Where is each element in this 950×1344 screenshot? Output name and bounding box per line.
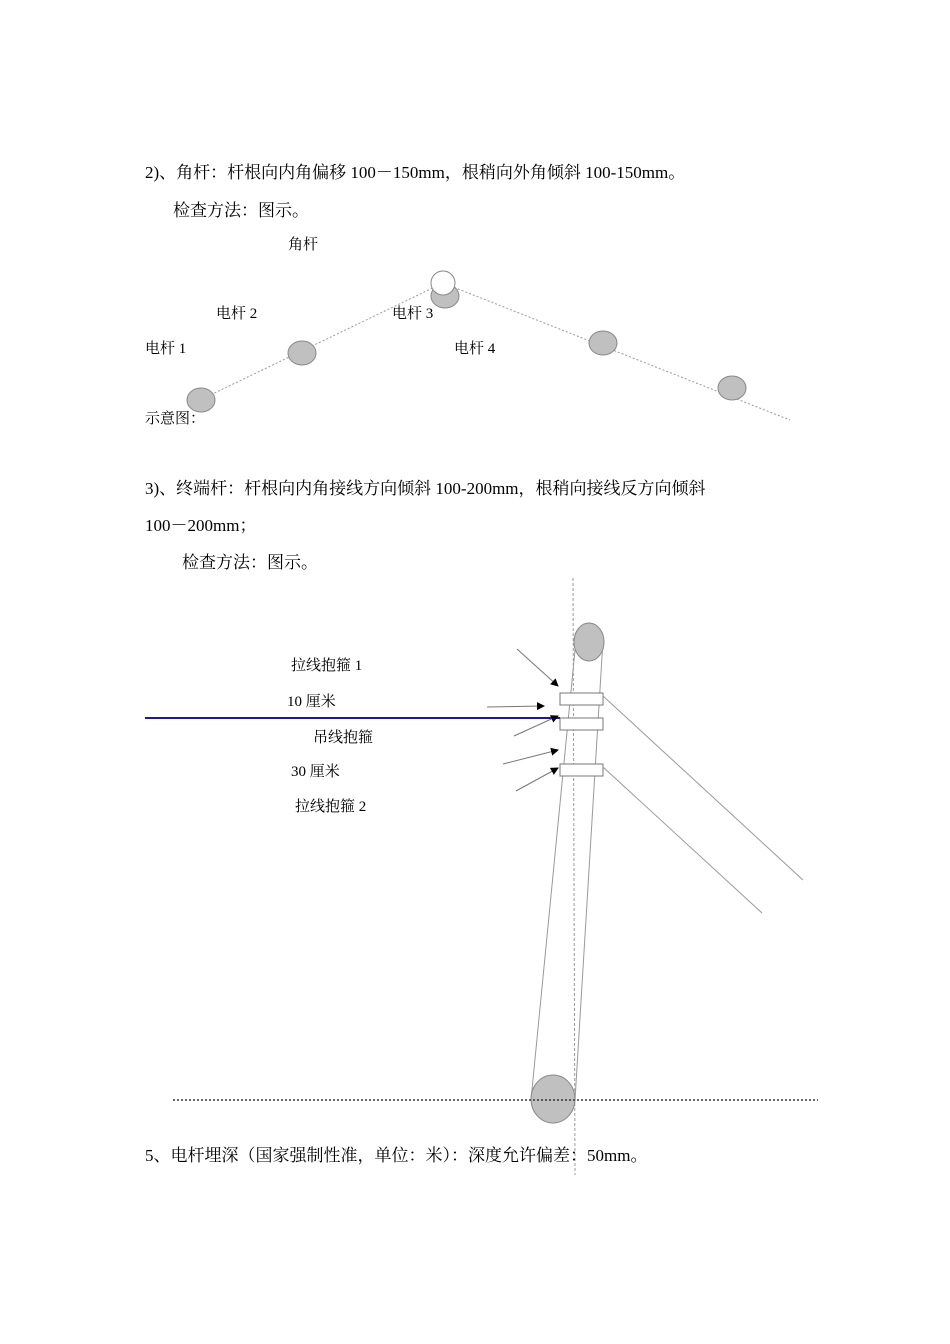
label-guy-hoop-2: 拉线抱箍 2 bbox=[295, 799, 367, 815]
section3-heading-line1: 3)、终端杆：杆根向内角接线方向倾斜 100-200mm，根稍向接线反方向倾斜 bbox=[145, 479, 706, 498]
suspension-hoop bbox=[560, 718, 603, 730]
guy-hoop-2 bbox=[560, 764, 603, 776]
section2-method: 检查方法：图示。 bbox=[173, 201, 309, 220]
label-guy-hoop-1: 拉线抱箍 1 bbox=[291, 658, 363, 674]
figure1-caption: 示意图： bbox=[145, 411, 206, 427]
arrow-30cm bbox=[503, 750, 558, 764]
section3-heading-line2: 100－200mm； bbox=[145, 516, 257, 535]
guy-wire-2 bbox=[603, 767, 762, 913]
figure1-title: 角杆 bbox=[288, 237, 319, 253]
section5-heading: 5、电杆埋深（国家强制性准，单位：米）：深度允许偏差：50mm。 bbox=[145, 1146, 648, 1165]
arrow-hoop1 bbox=[517, 649, 558, 686]
pole-edge-left bbox=[531, 640, 576, 1100]
pole3-label: 电杆 3 bbox=[392, 306, 434, 322]
guy-hoop-1 bbox=[560, 693, 603, 705]
label-30cm: 30 厘米 bbox=[291, 764, 340, 780]
section2-heading: 2)、角杆：杆根向内角偏移 100－150mm，根稍向外角倾斜 100-150mm。 bbox=[145, 163, 686, 182]
pole2-label: 电杆 2 bbox=[216, 306, 258, 322]
arrow-10cm bbox=[487, 706, 544, 707]
label-10cm: 10 厘米 bbox=[287, 694, 336, 710]
guy-wire-1 bbox=[603, 696, 803, 880]
pole-top-ellipse bbox=[574, 623, 604, 661]
arrow-hoop2 bbox=[516, 768, 558, 791]
section3-method: 检查方法：图示。 bbox=[182, 553, 318, 572]
pole-edge-right bbox=[575, 640, 603, 1100]
pole1-label: 电杆 1 bbox=[145, 341, 187, 357]
pole4-label: 电杆 4 bbox=[454, 341, 496, 357]
pole-base-ellipse bbox=[531, 1075, 575, 1123]
label-suspension-hoop: 吊线抱箍 bbox=[313, 730, 374, 746]
